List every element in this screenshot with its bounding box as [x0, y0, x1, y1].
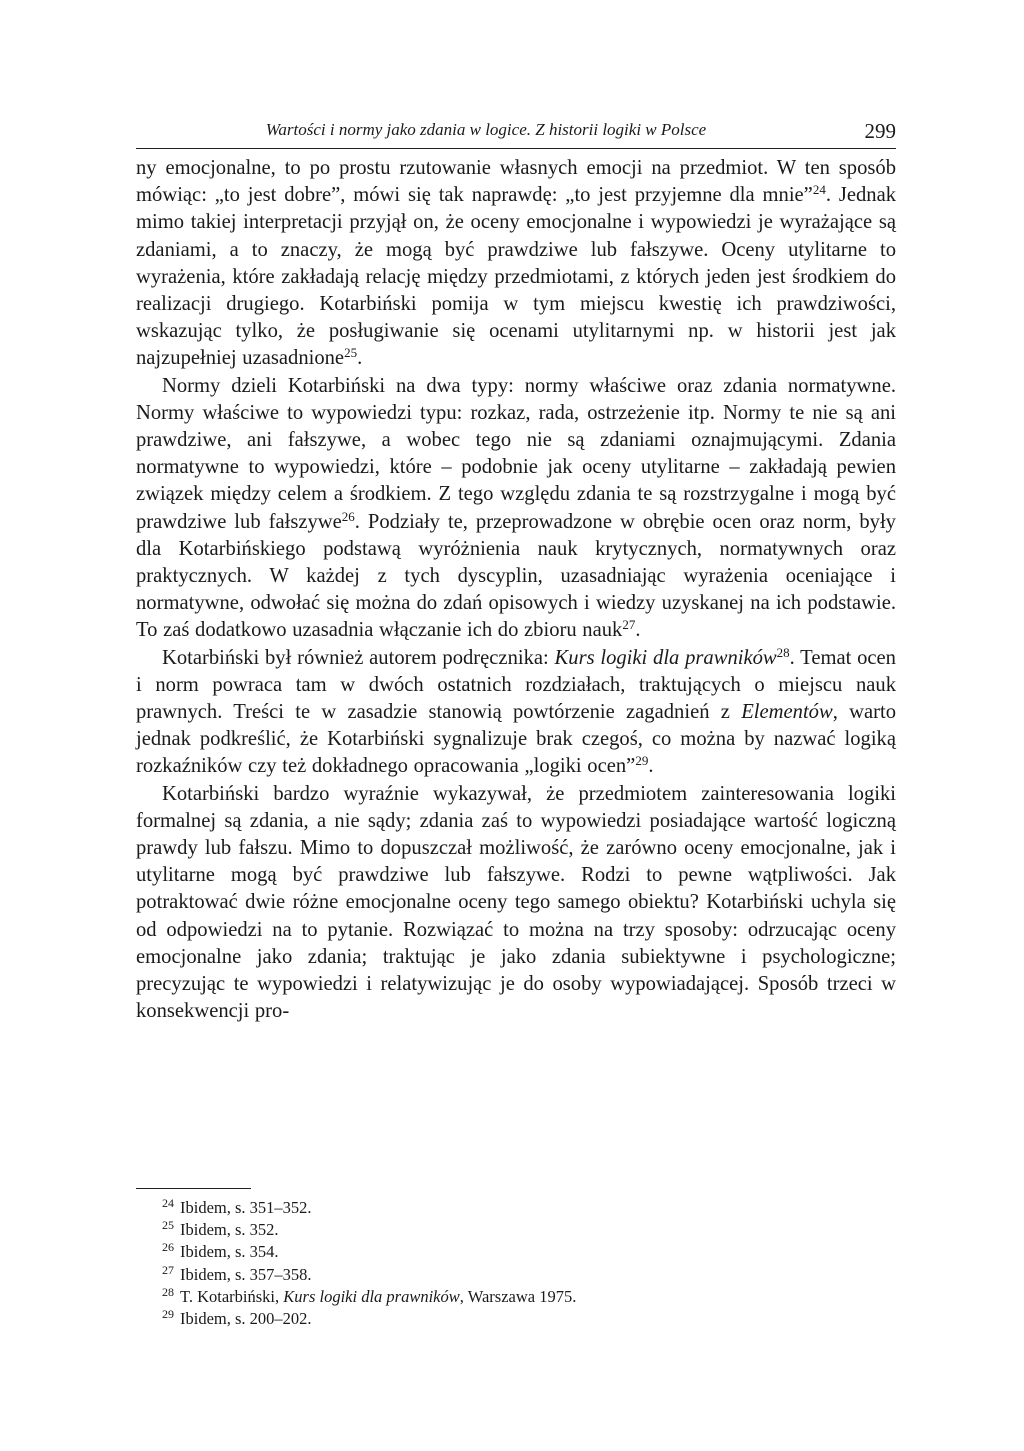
- text-run: Ibidem, s. 354.: [180, 1242, 279, 1262]
- footnote-number: 26: [162, 1240, 174, 1255]
- footnote-ref: 27: [622, 617, 636, 633]
- footnote-ref: 28: [776, 644, 790, 660]
- text-run: Kotarbiński bardzo wyraźnie wykazywał, że przedmiotem zainteresowania logiki formalnej są zdania, a nie sądy; zdania zaś to wypowiedzi posiadające wartość logiczną prawdy lub fałszu. Mimo to dopuszczał możliwość, że zarówno oceny emocjonalne, jak i utylitarne mogą być prawdziwe lub fałszywe. Rodzi to pewne wątpliwości. Jak potraktować dwie różne emocjonalne oceny tego samego obiektu? Kotarbiński uchyla się od odpowiedzi na to pytanie. Rozwiązać to można na trzy sposoby: odrzucając oceny emocjonalne jako zdania; traktując je jako zdania subiektywne i psychologiczne; precyzując te wypowiedzi i relatywizując je do osoby wypowiadającej. Sposób trzeci w konsekwencji pro-: [136, 782, 896, 1023]
- footnote-ref: 25: [344, 345, 358, 361]
- page-number: 299: [864, 119, 896, 143]
- footnote: [136, 1286, 896, 1308]
- italic-title: Elementów: [741, 701, 833, 724]
- footnote-number: 25: [162, 1218, 174, 1233]
- footnote-number: 24: [162, 1196, 174, 1210]
- running-title: Wartości i normy jako zdania w logice. Z historii logiki w Polsce: [265, 120, 707, 139]
- footnotes: [136, 1188, 896, 1330]
- text-run: .: [357, 347, 363, 370]
- text-run: Kotarbiński był również autorem podręcznika:: [162, 646, 555, 669]
- text-run: Normy dzieli Kotarbiński na dwa typy: normy właściwe oraz zdania normatywne. Normy właściwe to wypowiedzi typu: rozkaz, rada, ostrzeżenie itp. Normy te nie są ani prawdziwe, ani fałszywe, a wobec tego nie są zdaniami oznajmującymi. Zdania normatywne to wypowiedzi, które – podobnie jak oceny utylitarne – zakładają pewien związek między celem a środkiem. Z tego względu zdania te są rozstrzygalne i mogą być prawdziwe lub fałszywe: [136, 374, 896, 533]
- text-run: , warto jednak podkreślić, że Kotarbiński sygnalizuje brak czegoś, co można by nazwać logiką rozkaźników czy też dokładnego opracowania „logiki ocen”: [136, 701, 897, 778]
- text-run: . Podziały te, przeprowadzone w obrębie ocen oraz norm, były dla Kotarbińskiego podstawą wyróżnienia nauk krytycznych, normatywnych oraz praktycznych. W każdej z tych dyscyplin, uzasadniając wyrażenia oceniające i normatywne, odwołać się można do zdań opisowych i wiedzy uzyskanej na ich podstawie. To zaś dodatkowo uzasadnia włączanie ich do zbioru nauk: [136, 510, 896, 642]
- text-run: Ibidem, s. 352.: [180, 1220, 279, 1240]
- text-run: T. Kotarbiński,: [180, 1286, 284, 1306]
- text-run: .: [635, 619, 641, 642]
- paragraph: [136, 373, 896, 645]
- text-run: Ibidem, s. 351–352.: [180, 1198, 312, 1217]
- text-run: , Warszawa 1975.: [459, 1286, 577, 1306]
- footnote-ref: 24: [812, 182, 826, 198]
- page: [136, 118, 897, 1329]
- text-run: Ibidem, s. 200–202.: [180, 1309, 312, 1329]
- footnote: [136, 1308, 896, 1330]
- footnote: [136, 1241, 896, 1263]
- footnote-number: 27: [162, 1262, 174, 1277]
- footnote-number: 28: [162, 1284, 174, 1299]
- footnote-ref: 29: [635, 753, 649, 769]
- footnote-divider: [136, 1188, 251, 1189]
- text-run: . Temat ocen i norm powraca tam w dwóch ostatnich rozdziałach, traktujących o miejscu nauk prawnych. Treści te w zasadzie stanowią powtórzenie zagadnień z: [136, 646, 896, 724]
- italic-title: Kurs logiki dla prawników: [283, 1286, 460, 1306]
- footnote: [136, 1264, 896, 1286]
- italic-title: Kurs logiki dla prawników: [554, 646, 777, 669]
- main-text: [136, 155, 896, 1026]
- text-run: Ibidem, s. 357–358.: [180, 1264, 312, 1284]
- text-run: .: [648, 755, 654, 778]
- text-run: ny emocjonalne, to po prostu rzutowanie własnych emocji na przedmiot. W ten sposób mówiąc: „to jest dobre”, mówi się tak naprawdę: „to jest przyjemne dla mnie”: [136, 157, 896, 207]
- paragraph: [136, 781, 896, 1026]
- footnote: [136, 1197, 896, 1219]
- footnote: [136, 1219, 896, 1241]
- footnote-number: 29: [162, 1307, 174, 1322]
- running-header: [136, 118, 896, 149]
- text-run: . Jednak mimo takiej interpretacji przyjął on, że oceny emocjonalne i wypowiedzi je wyrażające są zdaniami, a to znaczy, że mogą być prawdziwe lub fałszywe. Oceny utylitarne to wyrażenia, które zakładają relację między przedmiotami, z których jeden jest środkiem do realizacji drugiego. Kotarbiński pomija w tym miejscu kwestię ich prawdziwości, wskazując tylko, że posługiwanie się ocenami utylitarnymi np. w historii jest jak najzupełniej uzasadnione: [136, 184, 897, 370]
- paragraph: [136, 645, 896, 781]
- paragraph: [136, 155, 896, 373]
- footnote-ref: 26: [341, 508, 355, 524]
